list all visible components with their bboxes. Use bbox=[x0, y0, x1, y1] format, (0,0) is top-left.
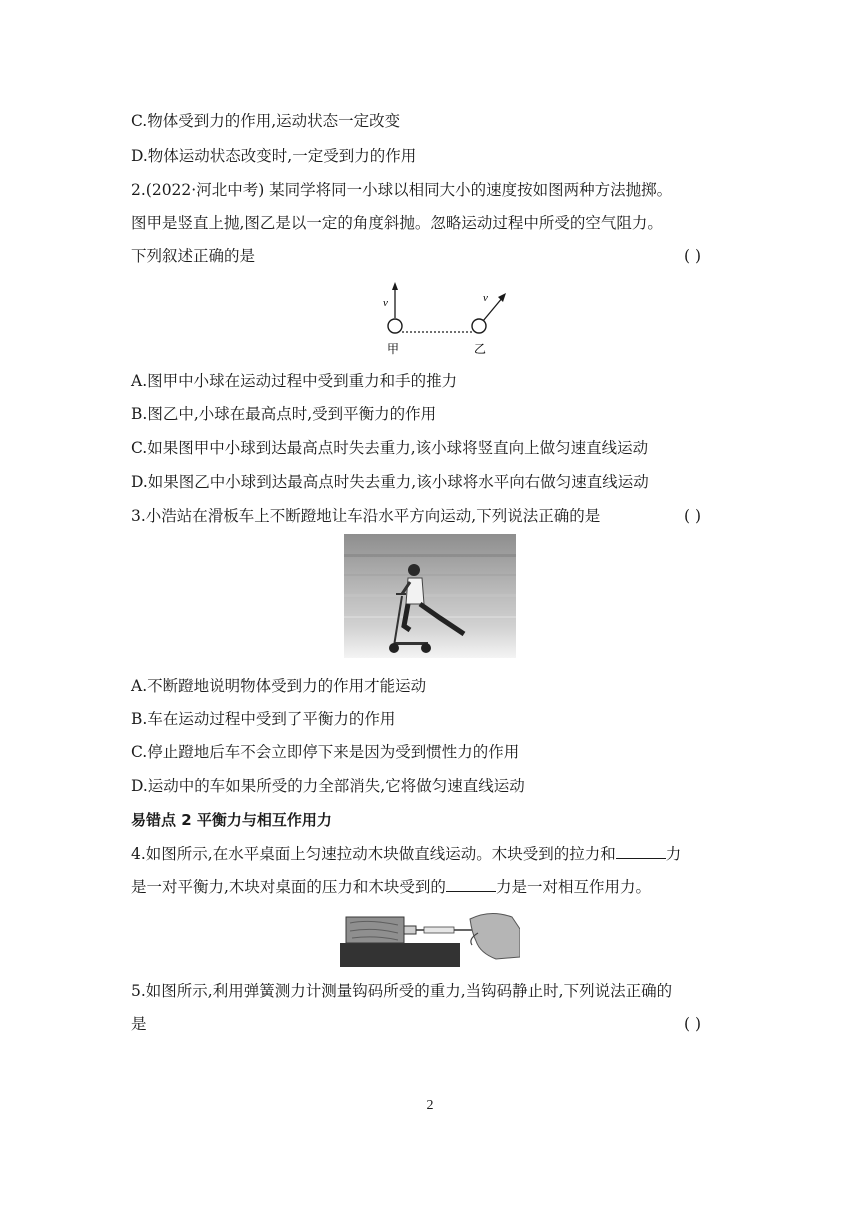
q4-line1-text: 4.如图所示,在水平桌面上匀速拉动木块做直线运动。木块受到的拉力和 bbox=[131, 845, 616, 863]
vertical-arrowhead bbox=[392, 282, 398, 290]
q3-answer-paren: ( ) bbox=[684, 507, 702, 525]
q3-option-b: B.车在运动过程中受到了平衡力的作用 bbox=[131, 710, 396, 728]
q3-option-a: A.不断蹬地说明物体受到力的作用才能运动 bbox=[131, 677, 427, 695]
ball-right bbox=[472, 319, 486, 333]
q5-stem-line1: 5.如图所示,利用弹簧测力计测量钩码所受的重力,当钩码静止时,下列说法正确的 bbox=[131, 982, 673, 1000]
label-yi: 乙 bbox=[474, 342, 487, 356]
q4-block-pull-figure bbox=[340, 909, 520, 967]
q2-option-d: D.如果图乙中小球到达最高点时失去重力,该小球将水平向右做匀速直线运动 bbox=[131, 473, 649, 491]
q2-throw-figure bbox=[375, 280, 515, 358]
q1-option-d: D.物体运动状态改变时,一定受到力的作用 bbox=[131, 147, 417, 165]
ball-left bbox=[388, 319, 402, 333]
table-surface bbox=[340, 943, 460, 967]
q2-answer-paren: ( ) bbox=[684, 247, 702, 265]
velocity-label-right: v bbox=[483, 292, 488, 304]
q2-option-c: C.如果图甲中小球到达最高点时失去重力,该小球将竖直向上做匀速直线运动 bbox=[131, 439, 649, 457]
q4-line1 bbox=[131, 844, 681, 864]
q5-stem-line2: 是 bbox=[131, 1015, 147, 1033]
q4-line2-text: 是一对平衡力,木块对桌面的压力和木块受到的 bbox=[131, 878, 446, 896]
q3-stem: 3.小浩站在滑板车上不断蹬地让车沿水平方向运动,下列说法正确的是 bbox=[131, 507, 601, 525]
q2-stem-line2: 图甲是竖直上抛,图乙是以一定的角度斜抛。忽略运动过程中所受的空气阻力。 bbox=[131, 214, 663, 232]
q4-line2-end: 力是一对相互作用力。 bbox=[495, 878, 651, 896]
q4-line1-end: 力 bbox=[665, 845, 682, 863]
q2-option-a: A.图甲中小球在运动过程中受到重力和手的推力 bbox=[131, 372, 458, 390]
q5-answer-paren: ( ) bbox=[684, 1015, 702, 1033]
q3-option-d: D.运动中的车如果所受的力全部消失,它将做匀速直线运动 bbox=[131, 777, 525, 795]
q4-blank-2[interactable] bbox=[446, 877, 496, 892]
q2-option-b: B.图乙中,小球在最高点时,受到平衡力的作用 bbox=[131, 405, 437, 423]
q3-scooter-photo bbox=[344, 534, 516, 658]
q2-stem-line3: 下列叙述正确的是 bbox=[131, 247, 256, 265]
q2-stem-line1: 2.(2022·河北中考) 某同学将同一小球以相同大小的速度按如图两种方法抛掷。 bbox=[131, 181, 673, 199]
section-heading: 易错点 2 平衡力与相互作用力 bbox=[131, 811, 332, 829]
q4-line2 bbox=[131, 877, 651, 897]
label-jia: 甲 bbox=[387, 342, 400, 356]
page-number: 2 bbox=[426, 1098, 434, 1113]
q4-blank-1[interactable] bbox=[616, 844, 666, 859]
velocity-label-left: v bbox=[383, 297, 388, 309]
hand bbox=[470, 913, 520, 959]
q1-option-c: C.物体受到力的作用,运动状态一定改变 bbox=[131, 112, 401, 130]
q3-option-c: C.停止蹬地后车不会立即停下来是因为受到惯性力的作用 bbox=[131, 743, 520, 761]
